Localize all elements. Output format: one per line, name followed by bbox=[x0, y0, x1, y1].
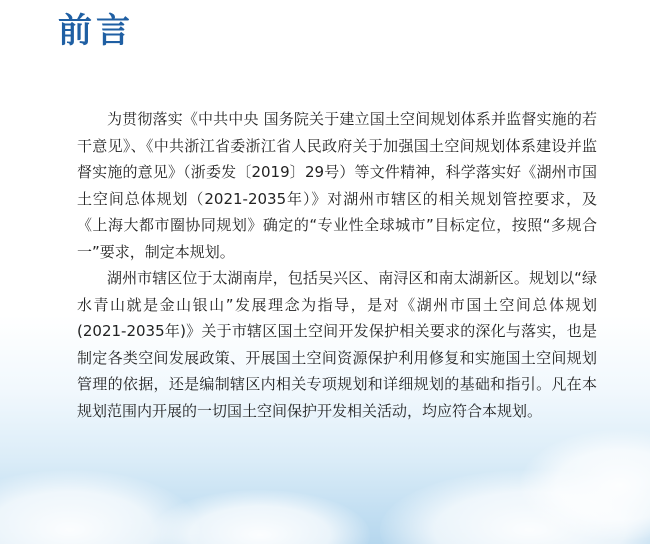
paragraph: 湖州市辖区位于太湖南岸，包括吴兴区、南浔区和南太湖新区。规划以“绿水青山就是金山银山”发展理念为指导，是对《湖州市国土空间总体规划(2021-2035年)》关于市辖区国土空间开发保护相关要求的深化与落实，也是制定各类空间发展政策、开展国土空间资源保护利用修复和实施国土空间规划管理的依据，还是编制辖区内相关专项规划和详细规划的基础和指引。凡在本规划范围内开展的一切国土空间保护开发相关活动，均应符合本规划。 bbox=[77, 269, 597, 420]
preface-body bbox=[77, 106, 597, 424]
cloud-decoration bbox=[150, 490, 370, 544]
page-title: 前言 bbox=[58, 11, 134, 51]
paragraph: 为贯彻落实《中共中央 国务院关于建立国土空间规划体系并监督实施的若干意见》、《中共浙江省委浙江省人民政府关于加强国土空间规划体系建设并监督实施的意见》（浙委发〔2019〕29号）等文件精神，科学落实好《湖州市国土空间总体规划（2021-2035年）》对湖州市辖区的相关规划管控要求，及《上海大都市圈协同规划》确定的“专业性全球城市”目标定位，按照“多规合一”要求，制定本规划。 bbox=[77, 110, 597, 261]
